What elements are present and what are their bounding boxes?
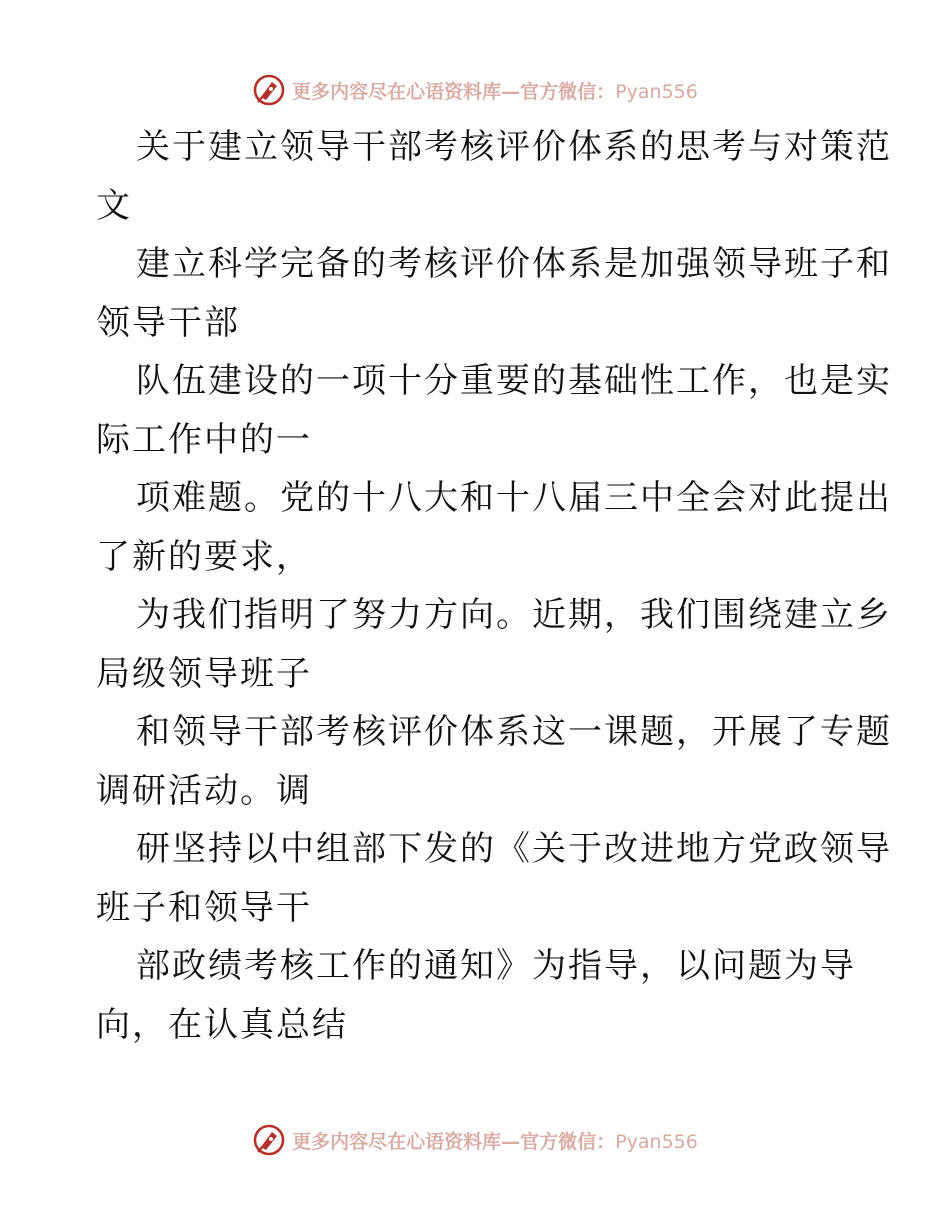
watermark-site-name: 更多内容尽在心语资料库 bbox=[292, 80, 502, 103]
text-line: 队伍建设的一项十分重要的基础性工作，也是实 bbox=[136, 361, 892, 401]
watermark-wechat-label: —官方微信： bbox=[501, 1130, 616, 1153]
document-body bbox=[96, 118, 892, 1054]
text-line: 部政绩考核工作的通知》为指导，以问题为导 bbox=[136, 946, 856, 986]
watermark-site-name: 更多内容尽在心语资料库 bbox=[292, 1130, 502, 1153]
watermark-wechat-handle: Pyan556 bbox=[615, 80, 698, 103]
watermark-wechat-label: —官方微信： bbox=[501, 80, 616, 103]
watermark-wechat-handle: Pyan556 bbox=[615, 1130, 698, 1153]
text-line: 局级领导班子 bbox=[96, 653, 312, 694]
text-line: 建立科学完备的考核评价体系是加强领导班子和 bbox=[136, 244, 892, 284]
text-line: 了新的要求， bbox=[96, 536, 312, 577]
watermark-text bbox=[292, 77, 698, 104]
watermark-text bbox=[292, 1127, 698, 1154]
text-line: 为我们指明了努力方向。近期，我们围绕建立乡 bbox=[136, 595, 892, 635]
text-line: 调研活动。调 bbox=[96, 770, 312, 811]
pen-nib-circle-icon bbox=[252, 73, 286, 107]
header-watermark bbox=[0, 70, 950, 110]
text-line: 领导干部 bbox=[96, 302, 240, 343]
text-line: 向，在认真总结 bbox=[96, 1004, 348, 1045]
footer-watermark bbox=[0, 1120, 950, 1160]
text-line: 研坚持以中组部下发的《关于改进地方党政领导 bbox=[136, 829, 892, 869]
text-line: 和领导干部考核评价体系这一课题，开展了专题 bbox=[136, 712, 892, 752]
text-line: 班子和领导干 bbox=[96, 887, 312, 928]
text-line: 文 bbox=[96, 185, 132, 226]
text-line: 际工作中的一 bbox=[96, 419, 312, 460]
pen-nib-circle-icon bbox=[252, 1123, 286, 1157]
text-line: 项难题。党的十八大和十八届三中全会对此提出 bbox=[136, 478, 892, 518]
text-line: 关于建立领导干部考核评价体系的思考与对策范 bbox=[136, 127, 892, 167]
